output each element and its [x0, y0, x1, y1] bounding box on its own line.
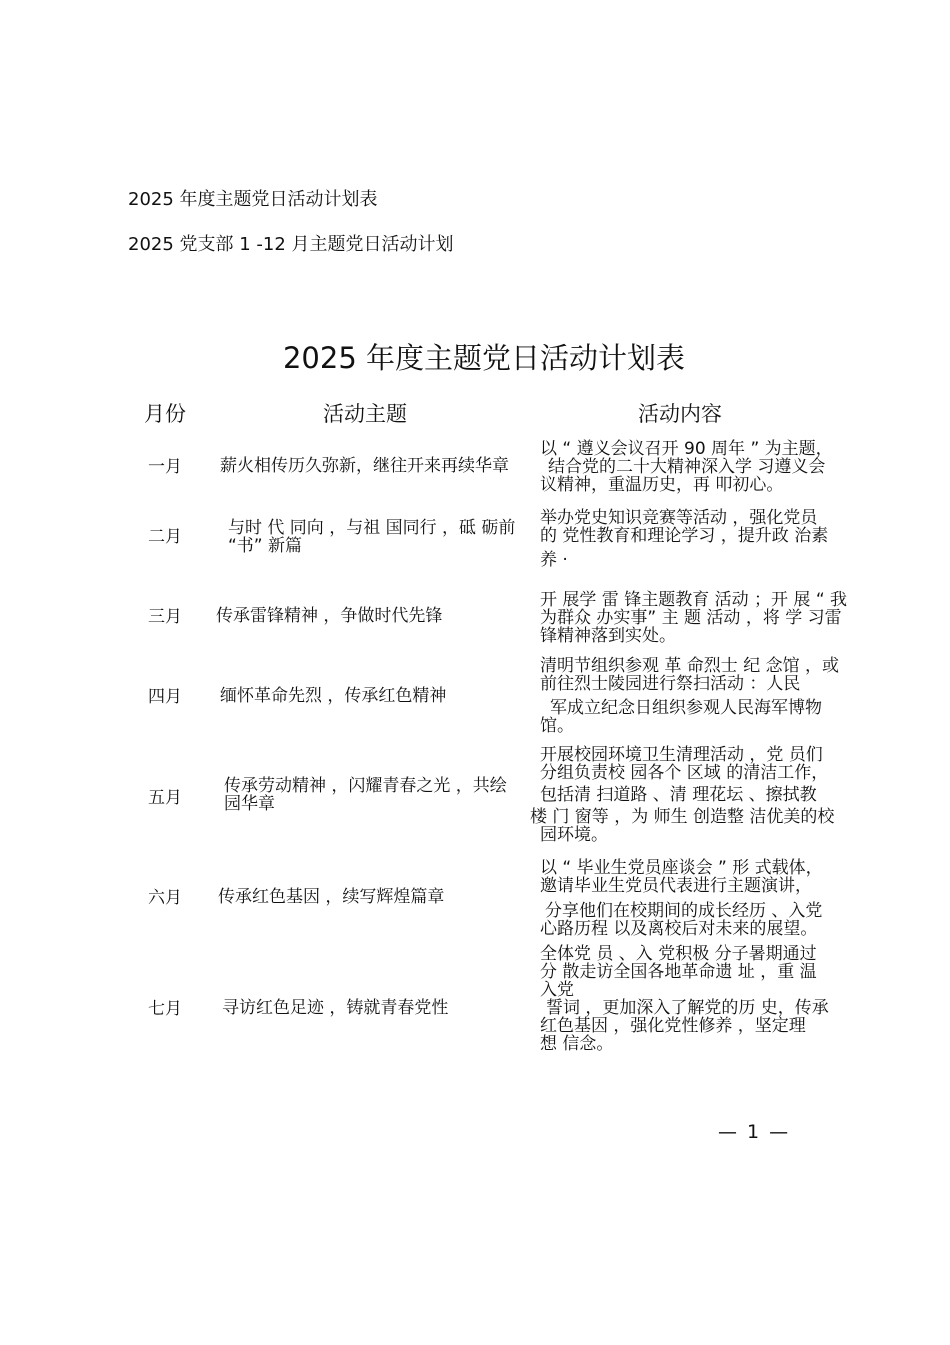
content-line: 红色基因 ，强化党性修养 ，坚定理 [540, 1016, 806, 1036]
content-line: 开展校园环境卫生清理活动 ，党 员们 [540, 745, 823, 765]
row-theme: 寻访红色足迹 ，铸就青春党性 [222, 998, 449, 1018]
row-theme: 缅怀革命先烈 ，传承红色精神 [220, 686, 447, 706]
row-month: 一月 [148, 457, 182, 477]
content-line: 分组负责校 园各个 区域 的清洁工作， [540, 763, 829, 783]
content-line: 楼 门 窗等 ，为 师生 创造整 洁优美的校 [530, 807, 835, 827]
content-line: 军成立纪念日组织参观人民海军博物 [550, 698, 822, 718]
row-month: 五月 [148, 788, 182, 808]
page-number: — 1 — [718, 1121, 791, 1143]
content-line: 养 · [540, 550, 568, 570]
content-line: 结合党的二十大精神深入学 习遵义会 [548, 457, 826, 477]
content-line: 园环境。 [540, 825, 608, 845]
content-line: 前往烈士陵园进行祭扫活动 ：人民 [540, 674, 801, 694]
row-theme: 传承雷锋精神 ，争做时代先锋 [216, 606, 443, 626]
header-title-line: 2025 年度主题党日活动计划表 [128, 189, 378, 210]
content-line: 清明节组织参观 革 命烈士 纪 念馆 ，或 [540, 656, 840, 676]
content-line: 全体党 员 、入 党积极 分子暑期通过 [540, 944, 817, 964]
content-line: 入党 [540, 980, 574, 1000]
content-line: 包括清 扫道路 、清 理花坛 、擦拭教 [540, 785, 817, 805]
row-content [540, 591, 862, 645]
column-header-month: 月份 [144, 402, 186, 426]
row-month: 四月 [148, 687, 182, 707]
content-line: 为群众 办实事” 主 题 活动 ，将 学 习雷 [540, 608, 842, 628]
content-line: 分 散走访全国各地革命遗 址 ，重 温 [540, 962, 817, 982]
column-header-theme: 活动主题 [323, 402, 407, 426]
content-line: 举办党史知识竞赛等活动 ，强化党员 [540, 508, 818, 528]
row-content [540, 440, 862, 494]
row-month: 七月 [148, 999, 182, 1019]
content-line: 心路历程 以及离校后对未来的展望。 [540, 919, 818, 939]
row-content [540, 657, 862, 735]
row-theme: 薪火相传历久弥新，继往开来再续华章 [220, 456, 509, 476]
row-month: 三月 [148, 607, 182, 627]
content-line: 邀请毕业生党员代表进行主题演讲， [540, 876, 812, 896]
content-line: 开 展学 雷 锋主题教育 活动 ；开 展 “ 我 [540, 590, 848, 610]
row-content [540, 945, 862, 1053]
header-subtitle-line: 2025 党支部 1 -12 月主题党日活动计划 [128, 234, 454, 255]
content-line: 馆。 [540, 716, 574, 736]
row-month: 二月 [148, 527, 182, 547]
content-line: 以 “ 毕业生党员座谈会 ” 形 式载体， [540, 858, 823, 878]
content-line: 誓词 ，更加深入了解党的历 史，传承 [546, 998, 829, 1018]
content-line: 锋精神落到实处。 [540, 626, 676, 646]
row-content [530, 745, 862, 845]
document-title: 2025 年度主题党日活动计划表 [282, 341, 686, 375]
row-content [540, 859, 862, 938]
row-month: 六月 [148, 888, 182, 908]
content-line: 以 “ 遵义会议召开 90 周年 ” 为主题， [540, 439, 833, 459]
row-theme: 传承红色基因 ，续写辉煌篇章 [218, 887, 445, 907]
row-content [540, 509, 862, 569]
content-line: 分享他们在校期间的成长经历 、入党 [545, 901, 823, 921]
row-theme: 与时 代 同向 ，与祖 国同行 ，砥 砺前 “书” 新篇 [228, 518, 516, 556]
content-line: 议精神，重温历史，再 叩初心。 [540, 475, 784, 495]
column-header-content: 活动内容 [638, 402, 722, 426]
row-theme: 传承劳动精神 ，闪耀青春之光 ，共绘 园华章 [224, 776, 507, 814]
content-line: 的 党性教育和理论学习 ，提升政 治素 [540, 526, 829, 546]
content-line: 想 信念。 [540, 1034, 614, 1054]
